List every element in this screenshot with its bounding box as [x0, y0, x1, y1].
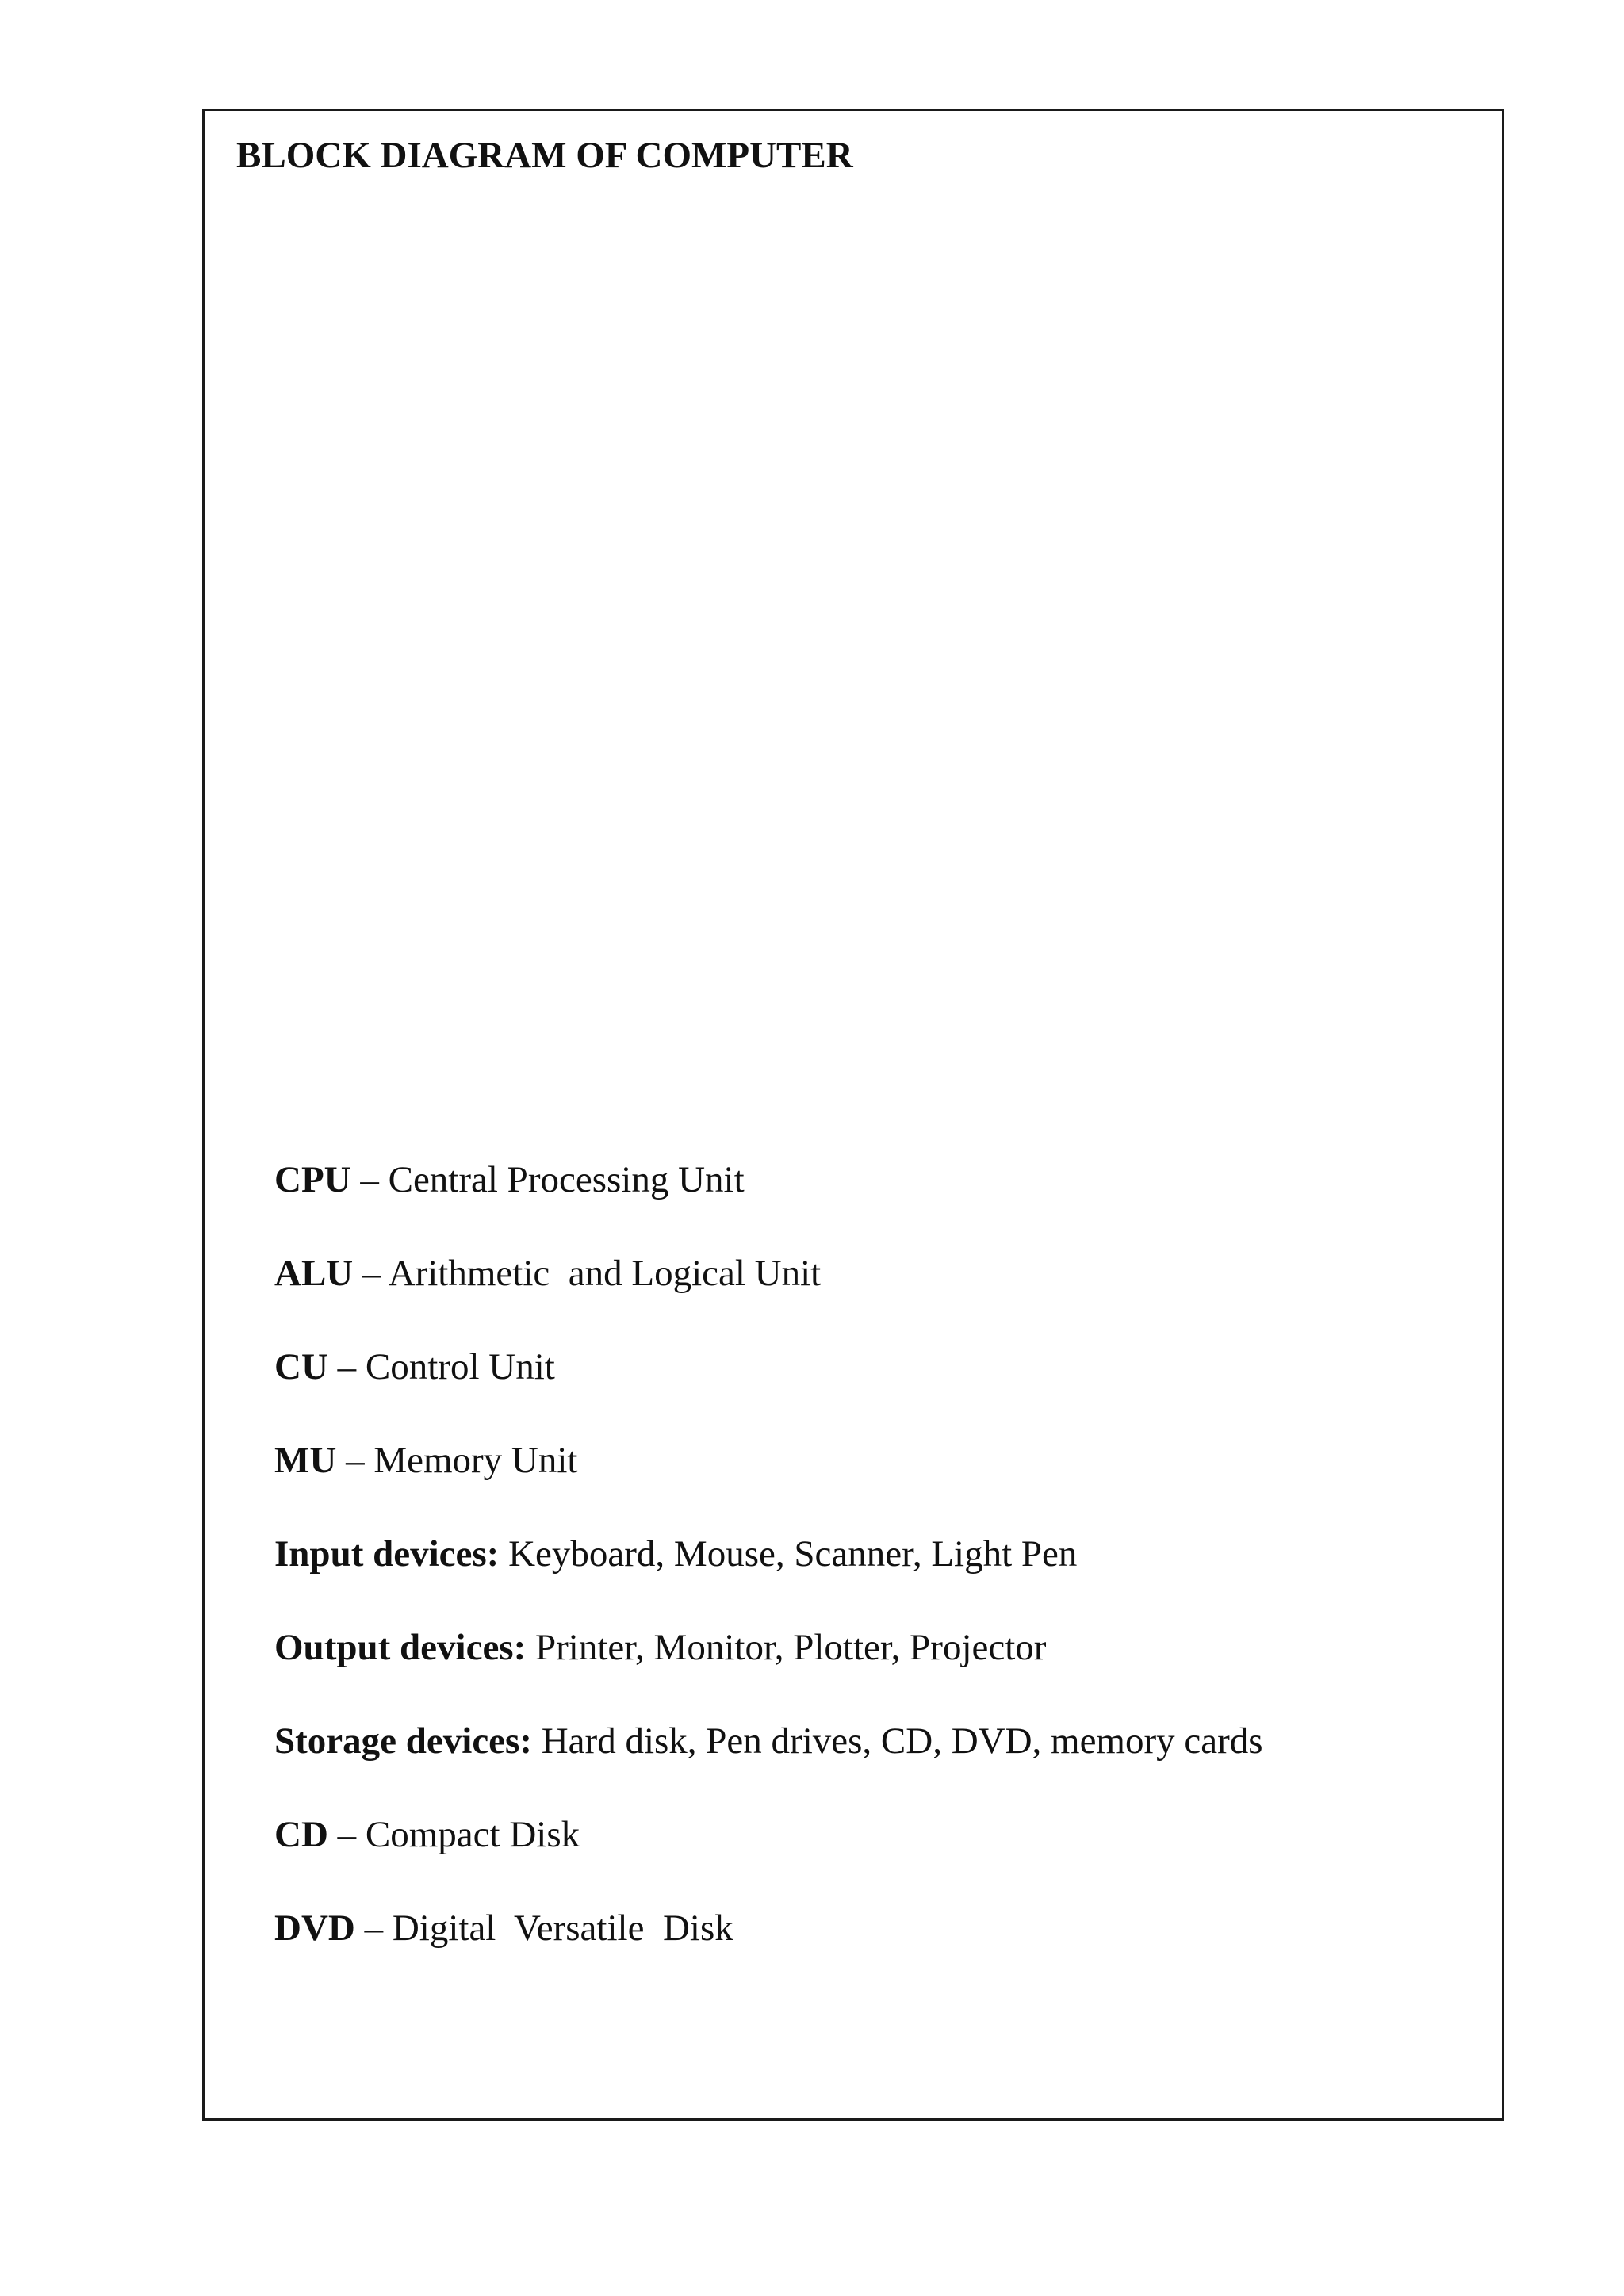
glossary-item-input-devices	[274, 1532, 1263, 1625]
glossary-sep: –	[336, 1440, 374, 1481]
glossary-term: ALU	[274, 1253, 354, 1294]
glossary-desc: Keyboard, Mouse, Scanner, Light Pen	[508, 1533, 1078, 1575]
glossary-list	[274, 1158, 1263, 1999]
glossary-desc: Memory Unit	[373, 1440, 578, 1481]
glossary-term: Output devices:	[274, 1627, 527, 1668]
glossary-term: CU	[274, 1346, 328, 1387]
glossary-desc: Compact Disk	[365, 1814, 580, 1855]
glossary-item-dvd	[274, 1906, 1263, 1999]
glossary-desc: Control Unit	[365, 1346, 555, 1387]
glossary-sep	[499, 1533, 508, 1575]
glossary-term: Input devices:	[274, 1533, 500, 1575]
page-title: BLOCK DIAGRAM OF COMPUTER	[236, 135, 853, 176]
glossary-sep: –	[353, 1253, 389, 1294]
diagram-placeholder	[236, 198, 1473, 1189]
glossary-sep: –	[350, 1159, 389, 1200]
glossary-desc: Printer, Monitor, Plotter, Projector	[535, 1627, 1047, 1668]
glossary-item-mu	[274, 1438, 1263, 1532]
glossary-sep	[532, 1720, 542, 1762]
glossary-sep: –	[327, 1814, 366, 1855]
glossary-item-alu	[274, 1251, 1263, 1345]
glossary-sep	[526, 1627, 535, 1668]
glossary-item-storage-devices	[274, 1719, 1263, 1812]
glossary-item-cu	[274, 1345, 1263, 1438]
glossary-item-cd	[274, 1812, 1263, 1906]
glossary-desc: Digital Versatile Disk	[392, 1908, 733, 1949]
glossary-desc: Central Processing Unit	[388, 1159, 745, 1200]
glossary-term: Storage devices:	[274, 1720, 532, 1762]
glossary-desc: Arithmetic and Logical Unit	[388, 1253, 822, 1294]
page-frame	[202, 109, 1504, 2121]
glossary-item-output-devices	[274, 1625, 1263, 1719]
glossary-term: CD	[274, 1814, 328, 1855]
glossary-item-cpu	[274, 1158, 1263, 1251]
glossary-term: DVD	[274, 1908, 355, 1949]
glossary-sep: –	[327, 1346, 366, 1387]
glossary-desc: Hard disk, Pen drives, CD, DVD, memory cards	[541, 1720, 1263, 1762]
glossary-term: MU	[274, 1440, 337, 1481]
glossary-sep: –	[354, 1908, 393, 1949]
glossary-term: CPU	[274, 1159, 351, 1200]
